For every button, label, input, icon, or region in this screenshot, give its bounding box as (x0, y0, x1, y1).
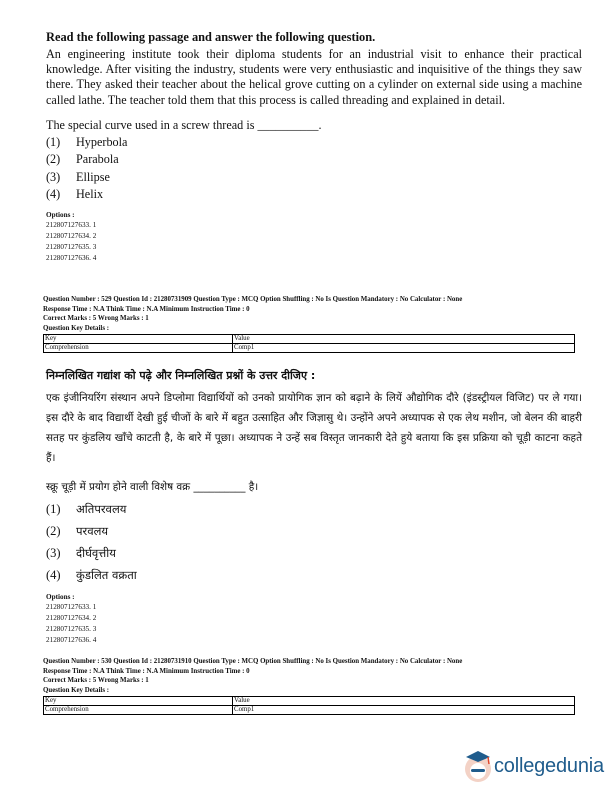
meta-line: Correct Marks : 5 Wrong Marks : 1 (43, 315, 149, 322)
options-label: Options : (46, 210, 75, 219)
question-text-hindi: स्क्रू चूड़ी में प्रयोग होने वाली विशेष वक्र __________ है। (46, 481, 259, 493)
option-id: 212807127636. 4 (46, 253, 97, 262)
meta-line: Question Number : 530 Question Id : 21280731910 Question Type : MCQ Option Shuffling : No Is Question Mandatory : No Calculator : None (43, 658, 463, 665)
table-header-key: Key (44, 335, 233, 344)
table-row (44, 697, 575, 706)
option-id: 212807127635. 3 (46, 242, 97, 251)
option-text: अतिपरवलय (76, 502, 127, 516)
option-id: 212807127634. 2 (46, 614, 97, 622)
option-number: (1) (46, 502, 61, 516)
option-number: (4) (46, 187, 61, 202)
logo-glasses (471, 769, 485, 772)
table-cell-value: Comp1 (233, 706, 575, 715)
option-text: परवलय (76, 524, 109, 538)
question-meta-530 (43, 657, 583, 715)
meta-line: Question Key Details : (43, 324, 110, 332)
table-header-value: Value (233, 335, 575, 344)
meta-line: Question Number : 529 Question Id : 21280731909 Question Type : MCQ Option Shuffling : No Is Question Mandatory : No Calculator : None (43, 296, 463, 303)
option-text: Hyperbola (76, 134, 128, 149)
passage-text-hindi: एक इंजीनियरिंग संस्थान अपने डिप्लोमा विद्यार्थियों को उनको प्रायोगिक ज्ञान को बढ़ाने के लियें औद्योगिक दौरे (इंडस्ट्रीयल विजिट) पर ले गया। इस दौरे के बाद विद्यार्थी देखी हुई चीजों के बारे में बहुत उत्साहित और जिज्ञासु थे। उन्होंने अपने अध्यापक से एक लेथ मशीन, जो बेलन की बाहरी सतह पर कुंडलिय खाँचे काटती है, के बारे में पूछा। अध्यापक ने उन्हें सब विस्तृत जानकारी देते हुये बताया कि इस प्रक्रिया को चूड़ी काटना कहते हैं। (46, 392, 582, 464)
option-3-hindi (46, 542, 582, 564)
passage-heading: Read the following passage and answer the following question. (46, 30, 376, 44)
table-row (44, 344, 575, 353)
question-key-table (43, 334, 575, 353)
hindi-section (46, 368, 582, 646)
option-4 (46, 186, 582, 204)
option-number: (4) (46, 568, 61, 582)
table-row (44, 335, 575, 344)
option-text: कुंडलित वक्रता (76, 568, 137, 582)
logo-tassel (488, 757, 489, 764)
option-id: 212807127633. 1 (46, 220, 97, 229)
table-header-value: Value (233, 697, 575, 706)
option-3 (46, 169, 582, 187)
table-cell-key: Comprehension (44, 706, 233, 715)
table-row (44, 706, 575, 715)
option-number: (3) (46, 169, 61, 184)
option-text: Helix (76, 187, 104, 202)
table-header-key: Key (44, 697, 233, 706)
option-4-hindi (46, 564, 582, 586)
option-text: Parabola (76, 152, 119, 167)
option-id: 212807127633. 1 (46, 603, 97, 611)
english-section (46, 30, 582, 264)
logo-text: collegedunia (494, 755, 604, 777)
option-id: 212807127635. 3 (46, 625, 97, 633)
question-meta-529 (43, 295, 583, 353)
table-cell-key: Comprehension (44, 344, 233, 353)
question-text: The special curve used in a screw thread is __________. (46, 117, 322, 132)
passage-text: An engineering institute took their diploma students for an industrial visit to enhance their practical knowledge. After visiting the industry, students were very enthusiastic and inquisitive of the things they saw there. They asked their teacher about the helical grove cutting on a cylinder on external side using a machine called lathe. The teacher told them that this process is called threading and explained in detail. (46, 47, 582, 107)
option-1-hindi (46, 498, 582, 520)
option-number: (3) (46, 546, 61, 560)
options-label: Options : (46, 593, 75, 601)
table-cell-value: Comp1 (233, 344, 575, 353)
passage-heading-hindi: निम्नलिखित गद्यांश को पढ़े और निम्नलिखित प्रश्नों के उत्तर दीजिए : (46, 369, 316, 382)
option-id: 212807127636. 4 (46, 636, 97, 644)
option-2-hindi (46, 520, 582, 542)
meta-line: Correct Marks : 5 Wrong Marks : 1 (43, 677, 149, 684)
meta-line: Response Time : N.A Think Time : N.A Minimum Instruction Time : 0 (43, 305, 250, 313)
option-number: (2) (46, 152, 61, 167)
option-id: 212807127634. 2 (46, 231, 97, 240)
option-1 (46, 134, 582, 152)
option-2 (46, 151, 582, 169)
option-number: (2) (46, 524, 61, 538)
option-text: दीर्घवृत्तीय (76, 546, 116, 560)
option-number: (1) (46, 134, 61, 149)
option-text: Ellipse (76, 169, 110, 184)
question-key-table (43, 696, 575, 715)
meta-line: Response Time : N.A Think Time : N.A Minimum Instruction Time : 0 (43, 667, 250, 675)
meta-line: Question Key Details : (43, 686, 110, 694)
